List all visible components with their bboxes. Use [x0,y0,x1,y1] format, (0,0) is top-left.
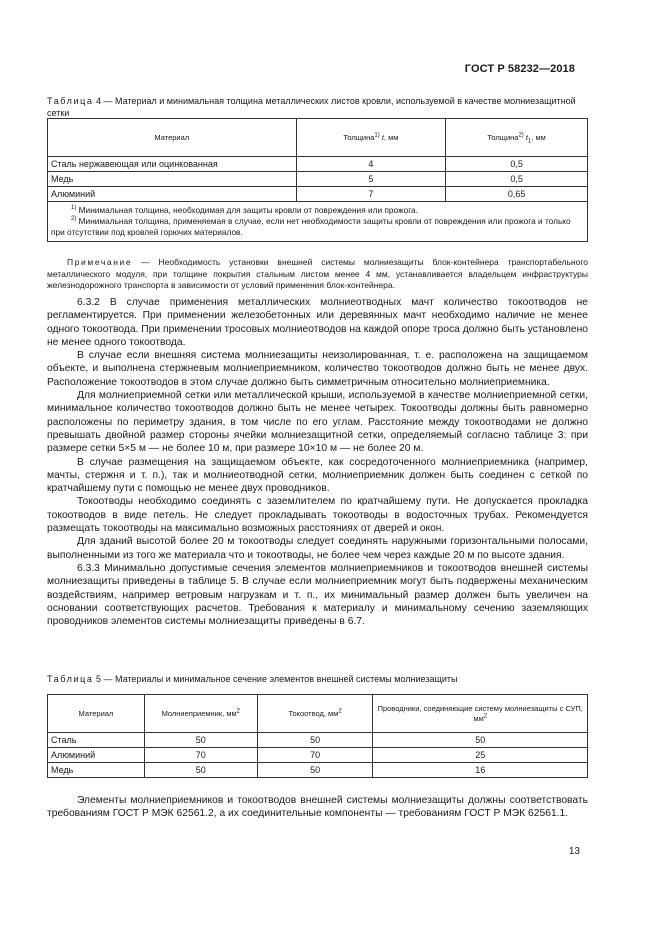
table4-caption-word: Таблица [47,96,94,106]
paragraph-6-3-2: 6.3.2 В случае применения металлических молниеотводных мачт количество токоотводов не регламентируется. При применении железобетонных или деревянных мачт необходимо наличие не менее одного токоотвода. При применении тросовых молниеотводов на каждой опоре троса должно быть установлено не менее одного токоотвода. [47,297,588,348]
table5-header-conductors: Проводники, соединяющие систему молниезащиты с СУП, $мм^2$ [373,695,588,733]
table4-footnotes-row [48,202,588,242]
paragraph: Токоотводы необходимо соединять с заземлителем по кратчайшему пути. Не допускается прокладка токоотводов в виде петель. Не следует прокладывать токоотводы в водосточных трубах. Рекомендуется размещать токоотводы на максимально возможных расстояниях от дверей и окон. [47,496,588,535]
table4-header-thickness-t1: Толщина$^{2)}$ $t_1$, мм [446,119,588,157]
table5-cell-conductors: 50 [373,733,588,748]
table-row [48,157,588,172]
paragraph: Для зданий высотой более 20 м токоотводы следует соединять наружными горизонтальными полосами, выполненными из того же материала что и токоотводы, не более чем через каждые 20 м по высоте здания. [47,536,588,561]
closing-paragraph-block [47,794,588,821]
paragraph: В случае если внешняя система молниезащиты неизолированная, т. е. расположена на защищаемом объекте, и выполнена стержневым молниеприемником, количество токоотводов должно быть не менее двух. Расположение токоотводов в этом случае должно быть симметричным относительно молниеприемника. [47,350,588,388]
table5-header-receiver: Молниеприемник, $мм^2$ [144,695,257,733]
table-row [48,172,588,187]
table4-cell-t1: 0,5 [446,172,588,187]
table5-cell-downconductor: 70 [257,748,373,763]
paragraph: В случае размещения на защищаемом объекте, как сосредоточенного молниеприемника (например, мачты, стержня и т. п.), так и молниеотводной сетки, молниеприемник должен быть соединен с сеткой по кратчайшему пути с помощью не менее двух проводников. [47,456,588,495]
table5-cell-material: Алюминий [48,748,145,763]
table4-header-row [48,119,588,157]
paragraph: Для молниеприемной сетки или металлической крыши, используемой в качестве молниеприемной сетки, минимальное количество токоотводов должно быть не менее четырех. Токоотводы должны быть равномерно расположены по периметру здания, в том числе по его углам. Расстояние между токоотводами не должно превышать двойной размер стороны ячейки молниезащитной сетки, определяемый согласно таблице 3: при размере сетки 5×5 м — не более 10 м, при размере 10×10 м — не более 20 м. [47,390,588,455]
table4-cell-material: Сталь нержавеющая или оцинкованная [48,157,297,172]
table5-caption [47,673,589,685]
table5-cell-downconductor: 50 [257,733,373,748]
table5-header-downconductor: Токоотвод, $мм^2$ [257,695,373,733]
table5-caption-text: 5 — Материалы и минимальное сечение элементов внешней системы молниезащиты [93,674,458,684]
closing-paragraph: Элементы молниеприемников и токоотводов внешней системы молниезащиты должны соответствовать требованиям ГОСТ Р МЭК 62561.2, а их соединительные компоненты — требованиям ГОСТ Р МЭК 62561.1. [47,795,588,820]
table5-caption-word: Таблица [47,674,94,684]
table-row [48,733,588,748]
table4-cell-t: 7 [296,187,446,202]
table5-cell-conductors: 25 [373,748,588,763]
table5 [47,694,588,778]
table-row [48,187,588,202]
table4-caption [47,95,589,119]
table4-cell-material: Медь [48,172,297,187]
table5-cell-material: Медь [48,763,145,778]
table5-cell-receiver: 50 [144,733,257,748]
table4-footnote-2: $^{2)}$ Минимальная толщина, применяемая в случае, если нет необходимости защиты кровли от повреждения или прожога и только при отсутствии под кровлей горючих материалов. [51,216,571,237]
table5-cell-conductors: 16 [373,763,588,778]
table-row [48,748,588,763]
table5-cell-receiver: 70 [144,748,257,763]
table4-cell-material: Алюминий [48,187,297,202]
table4 [47,118,588,242]
page-number: 13 [568,846,580,857]
table4-cell-t1: 0,5 [446,157,588,172]
table4-note [47,257,588,292]
note-label: Примечание [67,257,133,267]
table4-caption-text: 4 — Материал и минимальная толщина металлических листов кровли, используемой в качестве молниезащитной сетки [47,96,576,118]
table4-header-thickness: Толщина$^{1)}$ t, мм [296,119,446,157]
table4-cell-t: 5 [296,172,446,187]
table4-cell-t1: 0,65 [446,187,588,202]
table5-cell-material: Сталь [48,733,145,748]
table4-footnotes [48,202,588,242]
document-code: ГОСТ Р 58232—2018 [464,63,575,75]
table4-header-material: Материал [48,119,297,157]
table5-header-row [48,695,588,733]
table4-footnote-1: $^{1)}$ Минимальная толщина, необходимая для защиты кровли от повреждения или прожога. [71,205,418,215]
table5-header-material: Материал [48,695,145,733]
note-text: — Необходимость установки внешней системы молниезащиты блок-контейнера транспортабельного металлического модуля, при толщине покрытия стальным листом менее 4 мм, устанавливается владельцем инфраструктуры железнодорожного транспорта в зависимости от условий применения блок-контейнера. [47,257,588,290]
paragraph-6-3-3: 6.3.3 Минимально допустимые сечения элементов молниеприемников и токоотводов внешней системы молниезащиты приведены в таблице 5. В случае если молниеприемник могут быть подвержены механическим воздействиям, например ветровым нагрузкам и т. п., их минимальный размер должен быть увеличен на основании соответствующих расчетов. Требования к материалу и минимальному сечению заземляющих проводников элементов системы молниезащиты приведены в 6.7. [47,562,588,628]
table5-cell-receiver: 50 [144,763,257,778]
table-row [48,763,588,778]
section-body [47,296,588,628]
table4-cell-t: 4 [296,157,446,172]
table5-cell-downconductor: 50 [257,763,373,778]
